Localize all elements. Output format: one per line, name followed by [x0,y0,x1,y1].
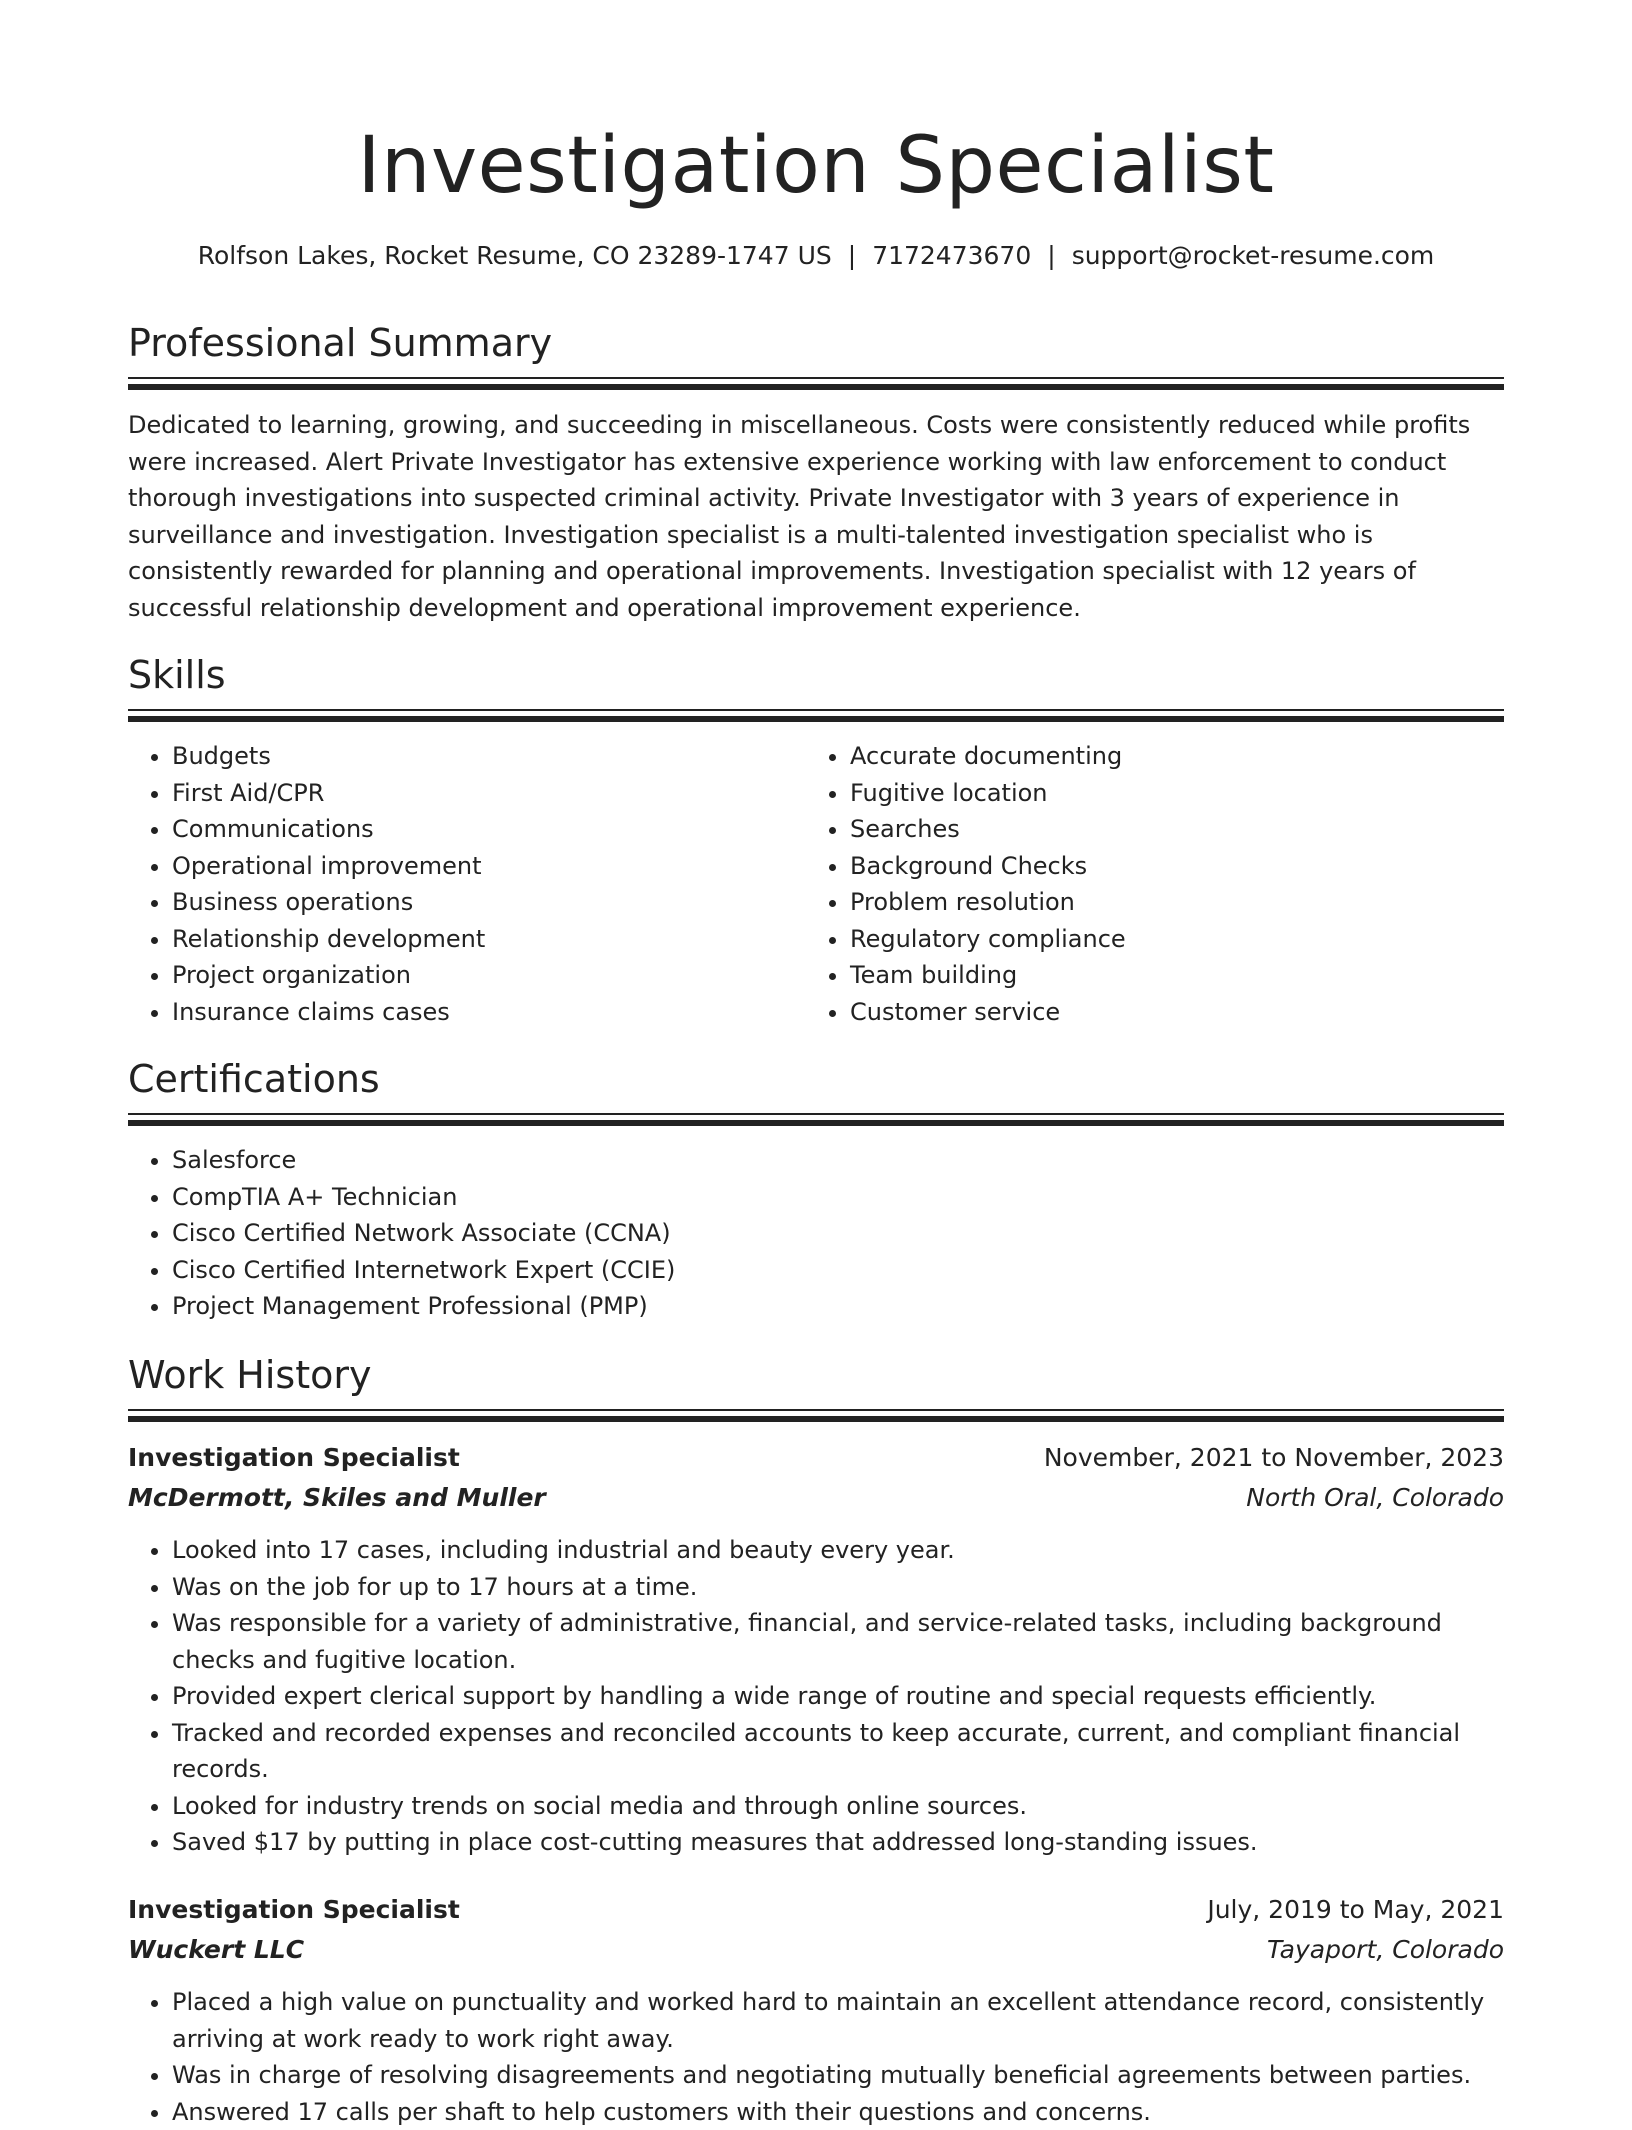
section-divider [128,377,1504,390]
job-dates: July, 2019 to May, 2021 [1207,1890,1504,1930]
list-item: • Was responsible for a variety of administrative, financial, and service-related tasks, including background checks and fugitive location. [172,1605,1504,1678]
contact-phone: 7172473670 [872,241,1031,270]
job-location: North Oral, Colorado [1246,1478,1504,1518]
job-dates: November, 2021 to November, 2023 [1044,1438,1504,1478]
list-item: • Team building [850,957,1450,994]
resume-title: Investigation Specialist [128,118,1504,214]
list-item: • Project organization [172,957,792,994]
section-divider [128,1409,1504,1422]
list-item: • Background Checks [850,848,1450,885]
contact-separator: | [1031,241,1071,270]
list-item: • Communications [172,811,792,848]
section-divider [128,709,1504,722]
skills-list-left [128,738,792,1030]
section-heading-work-history: Work History [128,1350,372,1400]
job-bullets [128,1984,1504,2130]
list-item: • Answered 17 calls per shaft to help customers with their questions and concerns. [172,2094,1504,2130]
section-heading-certifications: Certifications [128,1054,380,1104]
list-item: • Cisco Certified Network Associate (CCNA) [172,1215,1172,1252]
list-item: • Operational improvement [172,848,792,885]
list-item: • Tracked and recorded expenses and reconciled accounts to keep accurate, current, and compliant financial records. [172,1715,1504,1788]
list-item: • Provided expert clerical support by handling a wide range of routine and special requests efficiently. [172,1678,1504,1715]
certifications-list [128,1142,1172,1325]
list-item: • Budgets [172,738,792,775]
list-item: • Looked for industry trends on social media and through online sources. [172,1788,1504,1825]
list-item: • Problem resolution [850,884,1450,921]
list-item: • Was on the job for up to 17 hours at a time. [172,1569,1504,1606]
list-item: • Relationship development [172,921,792,958]
list-item: • Insurance claims cases [172,994,792,1031]
contact-separator: | [832,241,872,270]
list-item: • Regulatory compliance [850,921,1450,958]
job-title: Investigation Specialist [128,1438,460,1478]
list-item: • Fugitive location [850,775,1450,812]
list-item: • Searches [850,811,1450,848]
list-item: • Was in charge of resolving disagreements and negotiating mutually beneficial agreements between parties. [172,2057,1504,2094]
section-heading-summary: Professional Summary [128,318,552,368]
list-item: • First Aid/CPR [172,775,792,812]
list-item: • Accurate documenting [850,738,1450,775]
list-item: • Cisco Certified Internetwork Expert (CCIE) [172,1252,1172,1289]
job-subheader [128,1478,1504,1518]
contact-address: Rolfson Lakes, Rocket Resume, CO 23289-1747 US [198,241,832,270]
list-item: • Salesforce [172,1142,1172,1179]
list-item: • Customer service [850,994,1450,1031]
job-company: Wuckert LLC [128,1930,304,1970]
job-company: McDermott, Skiles and Muller [128,1478,546,1518]
summary-text: Dedicated to learning, growing, and succeeding in miscellaneous. Costs were consistently reduced while profits were increased. Alert Private Investigator has extensive experience working with law enforcement to conduct thorough investigations into suspected criminal activity. Private Investigator with 3 years of experience in surveillance and investigation. Investigation specialist is a multi-talented investigation specialist who is consistently rewarded for planning and operational improvements. Investigation specialist with 12 years of successful relationship development and operational improvement experience. [128,407,1504,626]
list-item: • Business operations [172,884,792,921]
list-item: • Project Management Professional (PMP) [172,1288,1172,1325]
list-item: • Saved $17 by putting in place cost-cutting measures that addressed long-standing issues. [172,1824,1504,1861]
contact-email[interactable]: support@rocket-resume.com [1072,241,1435,270]
job-header [128,1890,1504,1930]
job-header [128,1438,1504,1478]
job-subheader [128,1930,1504,1970]
job-location: Tayaport, Colorado [1267,1930,1504,1970]
section-heading-skills: Skills [128,650,226,700]
job-bullets [128,1532,1504,1861]
job-title: Investigation Specialist [128,1890,460,1930]
contact-line [128,238,1504,274]
list-item: • CompTIA A+ Technician [172,1179,1172,1216]
list-item: • Placed a high value on punctuality and worked hard to maintain an excellent attendance record, consistently arriving at work ready to work right away. [172,1984,1504,2057]
skills-list-right [806,738,1450,1030]
list-item: • Looked into 17 cases, including industrial and beauty every year. [172,1532,1504,1569]
section-divider [128,1113,1504,1126]
